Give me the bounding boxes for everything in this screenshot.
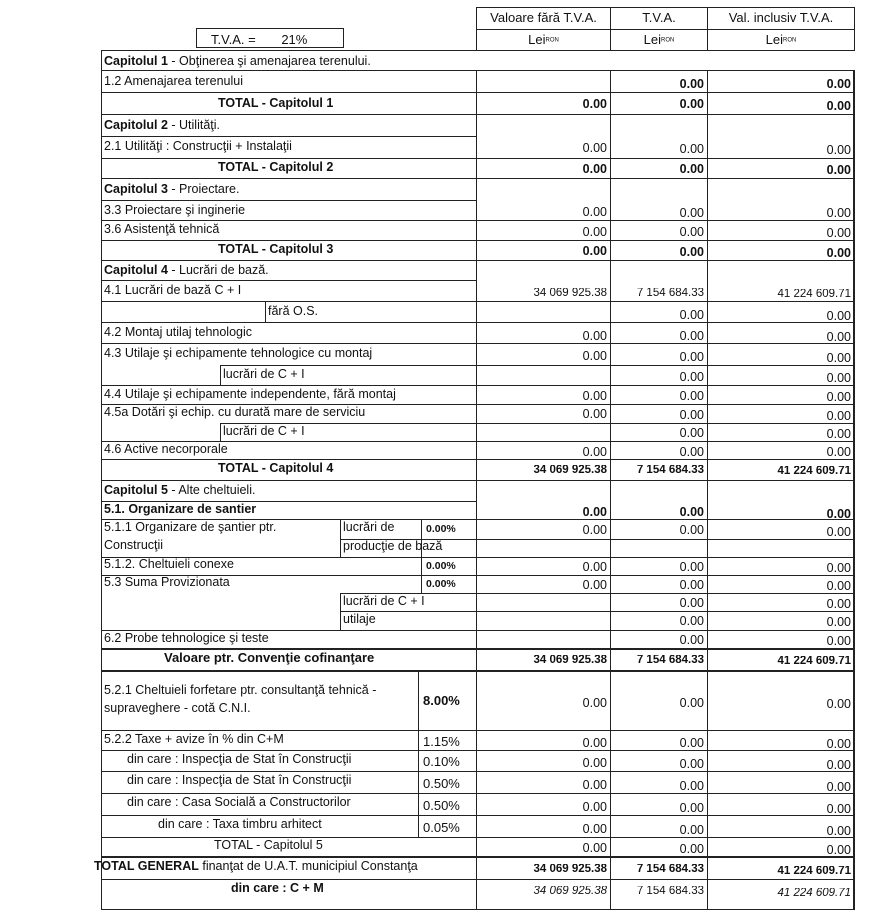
total-chapter-5-incl: 0.00 bbox=[826, 844, 851, 857]
header-vline bbox=[610, 7, 611, 51]
row-5-3-sub-b-incl: 0.00 bbox=[826, 616, 851, 629]
row-5-1-1-sub-b: producţie de bază bbox=[343, 540, 443, 553]
total-chapter-1-incl: 0.00 bbox=[826, 100, 851, 113]
row-2-1-tva: 0.00 bbox=[679, 143, 704, 156]
row-5-2-1-incl: 0.00 bbox=[826, 698, 851, 711]
unit-label: Lei bbox=[528, 33, 546, 47]
total-chapter-1-tva: 0.00 bbox=[679, 98, 704, 111]
chapter-3-title bbox=[104, 183, 474, 198]
row-3-6-incl: 0.00 bbox=[826, 227, 851, 240]
din-care-casa-sociala-incl: 0.00 bbox=[826, 803, 851, 816]
header-vline bbox=[476, 7, 477, 51]
chapter-title-text: - Alte cheltuieli. bbox=[167, 484, 256, 497]
din-care-inspectia-2-pct: 0.50% bbox=[423, 777, 460, 791]
row-5-3-tva: 0.00 bbox=[679, 579, 704, 592]
row-4-4-label: 4.4 Utilaje şi echipamente independente, fără montaj bbox=[104, 388, 396, 401]
din-care-cm-incl: 41 224 609.71 bbox=[777, 888, 851, 899]
col-header-tva: T.V.A. bbox=[642, 11, 676, 25]
row-5-1-label: 5.1. Organizare de santier bbox=[104, 503, 257, 516]
row-4-2-incl: 0.00 bbox=[826, 331, 851, 344]
header-vline bbox=[707, 7, 708, 51]
total-general-label bbox=[94, 860, 475, 876]
total-general-tva: 7 154 684.33 bbox=[636, 864, 704, 875]
din-care-inspectia-2-label: din care : Inspecţia de Stat în Construcţii bbox=[127, 774, 352, 787]
sublabel-line bbox=[340, 593, 341, 630]
col-header-fara-tva: Valoare fără T.V.A. bbox=[490, 11, 597, 25]
row-4-2-tva: 0.00 bbox=[679, 330, 704, 343]
row-5-3-label: 5.3 Suma Provizionata bbox=[104, 576, 230, 589]
valoare-conventie-label: Valoare ptr. Convenţie cofinanţare bbox=[164, 651, 375, 665]
row-5-3-sub-a-tva: 0.00 bbox=[679, 597, 704, 610]
row-4-2-label: 4.2 Montaj utilaj tehnologic bbox=[104, 326, 253, 339]
total-chapter-5-tva: 0.00 bbox=[679, 843, 704, 856]
row-5-2-2-incl: 0.00 bbox=[826, 738, 851, 751]
row-6-2-label: 6.2 Probe tehnologice şi teste bbox=[104, 632, 269, 645]
row-line bbox=[101, 480, 854, 481]
chapter-title-bold: Capitolul 1 bbox=[104, 55, 168, 68]
total-general-bold: TOTAL GENERAL bbox=[94, 860, 199, 873]
row-4-1-tva: 7 154 684.33 bbox=[636, 288, 704, 299]
chapter-4-title bbox=[104, 264, 474, 279]
total-chapter-3-tva: 0.00 bbox=[679, 246, 704, 259]
pct-col-line bbox=[418, 670, 419, 837]
din-care-inspectia-2-fara: 0.00 bbox=[582, 779, 607, 792]
din-care-casa-sociala-pct: 0.50% bbox=[423, 799, 460, 813]
unit-label: Lei bbox=[643, 33, 661, 47]
row-5-1-1-label: 5.1.1 Organizare de şantier ptr. bbox=[104, 521, 277, 534]
chapter-1-title bbox=[104, 55, 474, 70]
din-care-inspectia-1-incl: 0.00 bbox=[826, 759, 851, 772]
row-5-1-1-pct: 0.00% bbox=[426, 524, 456, 535]
valoare-conventie-incl: 41 224 609.71 bbox=[777, 656, 851, 667]
din-care-taxa-timbru-fara: 0.00 bbox=[582, 823, 607, 836]
chapter-title-bold: Capitolul 5 bbox=[104, 484, 168, 497]
row-4-6-label: 4.6 Active necorporale bbox=[104, 443, 228, 456]
chapter-2-title bbox=[104, 119, 474, 134]
total-chapter-5-fara: 0.00 bbox=[582, 842, 607, 855]
din-care-casa-sociala-label: din care : Casa Socială a Constructorilor bbox=[127, 796, 351, 809]
tva-rate-box bbox=[196, 28, 344, 48]
row-3-6-tva: 0.00 bbox=[679, 226, 704, 239]
row-5-2-1-label-2: supraveghere - cotă C.N.I. bbox=[104, 702, 251, 715]
row-4-6-incl: 0.00 bbox=[826, 446, 851, 459]
row-line bbox=[101, 136, 476, 137]
row-line bbox=[101, 501, 476, 502]
pct-col-line bbox=[421, 519, 422, 593]
row-4-3-sub-tva: 0.00 bbox=[679, 371, 704, 384]
row-4-1-fara: 34 069 925.38 bbox=[533, 288, 607, 299]
row-5-2-1-label: 5.2.1 Cheltuieli forfetare ptr. consultanţă tehnică - bbox=[104, 684, 377, 697]
row-5-2-2-tva: 0.00 bbox=[679, 737, 704, 750]
row-5-3-sub-a-label: lucrări de C + I bbox=[343, 595, 425, 608]
row-3-3-fara: 0.00 bbox=[582, 206, 607, 219]
row-5-1-2-tva: 0.00 bbox=[679, 561, 704, 574]
total-chapter-4-tva: 7 154 684.33 bbox=[636, 465, 704, 476]
row-line bbox=[101, 178, 854, 179]
total-chapter-2-incl: 0.00 bbox=[826, 164, 851, 177]
row-4-1-incl: 41 224 609.71 bbox=[777, 289, 851, 300]
chapter-title-bold: Capitolul 3 bbox=[104, 183, 168, 196]
row-5-1-2-incl: 0.00 bbox=[826, 562, 851, 575]
din-care-inspectia-1-fara: 0.00 bbox=[582, 757, 607, 770]
din-care-inspectia-1-tva: 0.00 bbox=[679, 758, 704, 771]
din-care-taxa-timbru-incl: 0.00 bbox=[826, 825, 851, 838]
chapter-title-text: - Proiectare. bbox=[167, 183, 240, 196]
row-5-1-1-tva: 0.00 bbox=[679, 524, 704, 537]
din-care-inspectia-1-pct: 0.10% bbox=[423, 755, 460, 769]
row-3-6-label: 3.6 Asistenţă tehnică bbox=[104, 223, 220, 236]
chapter-title-bold: Capitolul 2 bbox=[104, 119, 168, 132]
row-line bbox=[101, 200, 476, 201]
row-4-3-fara: 0.00 bbox=[582, 350, 607, 363]
unit-lei-incl bbox=[708, 33, 854, 49]
table-top-line bbox=[101, 50, 476, 51]
tva-rate-label: T.V.A. = bbox=[211, 32, 256, 47]
row-5-3-incl: 0.00 bbox=[826, 580, 851, 593]
row-5-1-1-incl: 0.00 bbox=[826, 526, 851, 539]
row-4-4-tva: 0.00 bbox=[679, 390, 704, 403]
row-line bbox=[101, 92, 854, 93]
unit-label: Lei bbox=[765, 33, 783, 47]
row-4-5a-tva: 0.00 bbox=[679, 409, 704, 422]
row-3-6-fara: 0.00 bbox=[582, 226, 607, 239]
chapter-title-bold: Capitolul 4 bbox=[104, 264, 168, 277]
sublabel-line bbox=[220, 423, 221, 441]
din-care-inspectia-2-incl: 0.00 bbox=[826, 781, 851, 794]
unit-lei-tva bbox=[611, 33, 707, 49]
sublabel-line bbox=[340, 519, 341, 557]
sublabel-line bbox=[220, 365, 221, 385]
valoare-conventie-fara: 34 069 925.38 bbox=[533, 655, 607, 666]
row-5-2-2-label: 5.2.2 Taxe + avize în % din C+M bbox=[104, 733, 284, 746]
din-care-taxa-timbru-tva: 0.00 bbox=[679, 824, 704, 837]
header-vline bbox=[854, 7, 855, 51]
row-1-2-label: 1.2 Amenajarea terenului bbox=[104, 75, 243, 88]
row-6-2-incl: 0.00 bbox=[826, 635, 851, 648]
row-5-2-1-tva: 0.00 bbox=[679, 697, 704, 710]
row-4-2-fara: 0.00 bbox=[582, 330, 607, 343]
total-general-fara: 34 069 925.38 bbox=[533, 864, 607, 875]
unit-suffix: RON bbox=[545, 37, 559, 44]
row-5-2-2-pct: 1.15% bbox=[423, 735, 460, 749]
row-4-1-label: 4.1 Lucrări de bază C + I bbox=[104, 284, 242, 297]
row-5-1-1-label-2: Construcţii bbox=[104, 539, 164, 552]
row-5-1-fara: 0.00 bbox=[582, 506, 607, 519]
row-4-5a-sub-tva: 0.00 bbox=[679, 427, 704, 440]
total-chapter-3-label: TOTAL - Capitolul 3 bbox=[218, 243, 334, 256]
row-4-3-label: 4.3 Utilaje şi echipamente tehnologice cu montaj bbox=[104, 347, 373, 360]
chapter-title-text: - Lucrări de bază. bbox=[167, 264, 269, 277]
row-3-3-incl: 0.00 bbox=[826, 207, 851, 220]
row-4-5a-label: 4.5a Dotări şi echip. cu durată mare de serviciu bbox=[104, 406, 366, 419]
row-4-4-incl: 0.00 bbox=[826, 391, 851, 404]
row-4-1-os-incl: 0.00 bbox=[826, 310, 851, 323]
row-5-1-2-label: 5.1.2. Cheltuieli conexe bbox=[104, 558, 234, 571]
row-6-2-tva: 0.00 bbox=[679, 634, 704, 647]
row-5-1-1-fara: 0.00 bbox=[582, 524, 607, 537]
row-4-4-fara: 0.00 bbox=[582, 390, 607, 403]
row-4-3-sub-incl: 0.00 bbox=[826, 372, 851, 385]
row-5-1-2-fara: 0.00 bbox=[582, 561, 607, 574]
din-care-cm-tva: 7 154 684.33 bbox=[636, 886, 704, 897]
total-chapter-1-label: TOTAL - Capitolul 1 bbox=[218, 97, 334, 110]
din-care-inspectia-1-label: din care : Inspecţia de Stat în Construcţii bbox=[127, 753, 352, 766]
total-chapter-1-fara: 0.00 bbox=[582, 98, 607, 111]
total-chapter-3-incl: 0.00 bbox=[826, 247, 851, 260]
total-chapter-3-fara: 0.00 bbox=[582, 245, 607, 258]
row-5-2-1-pct: 8.00% bbox=[423, 694, 460, 708]
row-line-thick bbox=[101, 670, 854, 672]
total-general-rest: finanţat de U.A.T. municipiul Constanţa bbox=[198, 860, 418, 873]
din-care-inspectia-2-tva: 0.00 bbox=[679, 780, 704, 793]
header-line-top bbox=[476, 7, 855, 8]
row-4-3-tva: 0.00 bbox=[679, 351, 704, 364]
row-5-1-incl: 0.00 bbox=[826, 508, 851, 521]
row-5-1-2-pct: 0.00% bbox=[426, 561, 456, 572]
row-5-3-pct: 0.00% bbox=[426, 579, 456, 590]
row-5-1-1-sub-a: lucrări de bbox=[343, 521, 395, 534]
row-1-2-incl: 0.00 bbox=[826, 78, 851, 91]
chapter-5-title bbox=[104, 484, 474, 499]
sublabel-line bbox=[265, 301, 266, 322]
row-5-3-sub-b-tva: 0.00 bbox=[679, 615, 704, 628]
row-line bbox=[101, 280, 476, 281]
chapter-title-text: - Obţinerea şi amenajarea terenului. bbox=[167, 55, 371, 68]
total-chapter-2-label: TOTAL - Capitolul 2 bbox=[218, 161, 334, 174]
row-5-2-2-fara: 0.00 bbox=[582, 737, 607, 750]
row-5-3-sub-a-incl: 0.00 bbox=[826, 598, 851, 611]
header-line-bottom bbox=[476, 50, 855, 51]
row-4-1-os-tva: 0.00 bbox=[679, 309, 704, 322]
din-care-taxa-timbru-pct: 0.05% bbox=[423, 821, 460, 835]
din-care-cm-fara: 34 069 925.38 bbox=[533, 886, 607, 897]
row-line bbox=[101, 70, 854, 71]
din-care-taxa-timbru-label: din care : Taxa timbru arhitect bbox=[158, 818, 322, 831]
total-chapter-4-fara: 34 069 925.38 bbox=[533, 465, 607, 476]
header-line-mid bbox=[476, 29, 855, 30]
row-line bbox=[101, 730, 854, 731]
row-2-1-incl: 0.00 bbox=[826, 144, 851, 157]
row-4-5a-incl: 0.00 bbox=[826, 410, 851, 423]
row-4-6-tva: 0.00 bbox=[679, 446, 704, 459]
tva-rate-value: 21% bbox=[281, 32, 308, 47]
din-care-cm-label: din care : C + M bbox=[231, 882, 324, 895]
total-chapter-2-tva: 0.00 bbox=[679, 163, 704, 176]
row-line bbox=[101, 114, 854, 115]
unit-lei-fara bbox=[477, 33, 610, 49]
row-4-1-os-label: fără O.S. bbox=[268, 305, 319, 318]
row-1-2-tva: 0.00 bbox=[679, 78, 704, 91]
row-4-3-sub-label: lucrări de C + I bbox=[223, 368, 305, 381]
row-4-5a-sub-incl: 0.00 bbox=[826, 428, 851, 441]
total-chapter-2-fara: 0.00 bbox=[582, 163, 607, 176]
row-2-1-label: 2.1 Utilităţi : Construcţii + Instalaţii bbox=[104, 140, 292, 153]
row-3-3-tva: 0.00 bbox=[679, 207, 704, 220]
row-5-1-tva: 0.00 bbox=[679, 506, 704, 519]
total-chapter-4-label: TOTAL - Capitolul 4 bbox=[218, 462, 334, 475]
chapter-title-text: - Utilităţi. bbox=[167, 119, 220, 132]
row-4-5a-fara: 0.00 bbox=[582, 408, 607, 421]
row-5-3-sub-b-label: utilaje bbox=[343, 613, 376, 626]
row-line bbox=[101, 158, 854, 159]
total-general-incl: 41 224 609.71 bbox=[777, 866, 851, 877]
row-line bbox=[101, 630, 854, 631]
row-4-3-incl: 0.00 bbox=[826, 352, 851, 365]
din-care-casa-sociala-fara: 0.00 bbox=[582, 801, 607, 814]
row-line bbox=[101, 909, 854, 910]
row-5-3-fara: 0.00 bbox=[582, 579, 607, 592]
unit-suffix: RON bbox=[783, 37, 797, 44]
row-5-2-1-fara: 0.00 bbox=[582, 697, 607, 710]
unit-suffix: RON bbox=[661, 37, 675, 44]
row-2-1-fara: 0.00 bbox=[582, 142, 607, 155]
row-3-3-label: 3.3 Proiectare şi inginerie bbox=[104, 204, 246, 217]
row-4-6-fara: 0.00 bbox=[582, 446, 607, 459]
row-4-5a-sub-label: lucrări de C + I bbox=[223, 425, 305, 438]
total-chapter-4-incl: 41 224 609.71 bbox=[777, 466, 851, 477]
din-care-casa-sociala-tva: 0.00 bbox=[679, 802, 704, 815]
total-chapter-5-label: TOTAL - Capitolul 5 bbox=[214, 839, 323, 852]
valoare-conventie-tva: 7 154 684.33 bbox=[636, 655, 704, 666]
col-header-inclusiv-tva: Val. inclusiv T.V.A. bbox=[728, 11, 834, 25]
